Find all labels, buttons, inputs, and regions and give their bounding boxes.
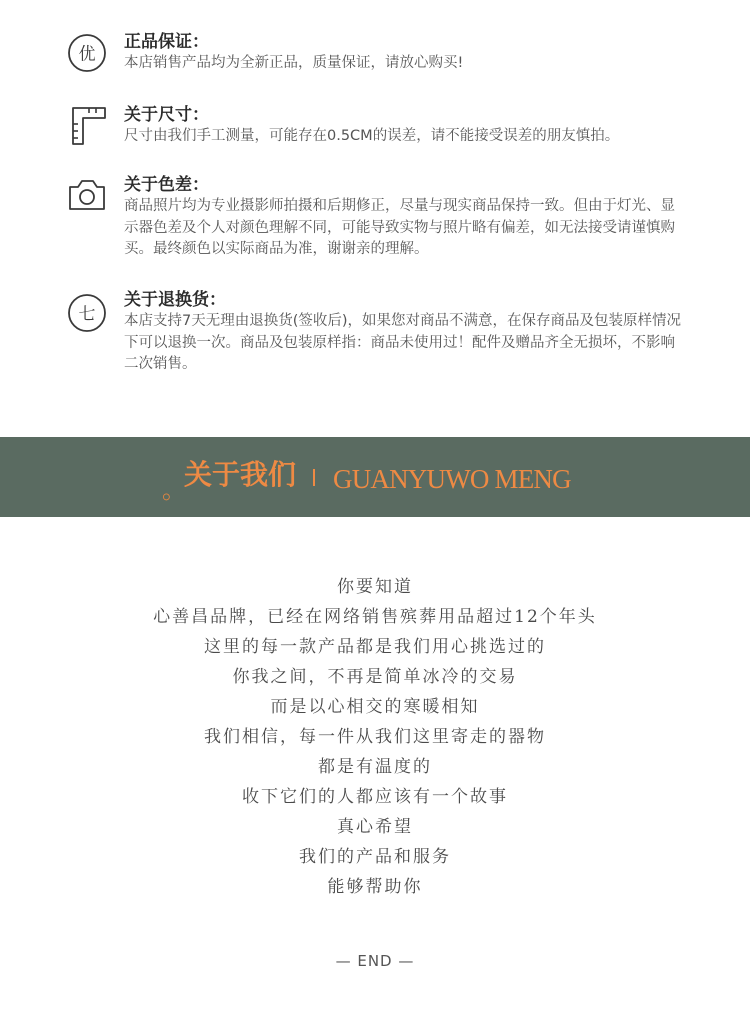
poem-line: 都是有温度的 [318,757,432,777]
notice-text: 本店销售产品均为全新正品，质量保证，请放心购买! [124,55,464,71]
banner-separator [313,469,315,486]
notice-text: 尺寸由我们手工测量，可能存在0.5CM的误差，请不能接受误差的朋友慎拍。 [124,128,620,144]
poem-line: 而是以心相交的寒暖相知 [270,697,480,717]
notice-title: 关于色差： [124,175,209,195]
poem-line: 这里的每一款产品都是我们用心挑选过的 [204,637,546,657]
about-us-text [0,572,750,902]
youxiu-badge-icon [65,31,109,75]
poem-line: 收下它们的人都应该有一个故事 [242,787,508,807]
banner-dot: 。 [162,476,186,504]
poem-line: 你我之间，不再是简单冰冷的交易 [232,667,518,687]
poem-line: 我们相信，每一件从我们这里寄走的器物 [204,727,546,747]
ruler-icon [65,104,109,148]
banner-title-cn: 关于我们 [184,458,297,491]
svg-text:七: 七 [78,304,96,325]
poem-line: 心善昌品牌，已经在网络销售殡葬用品超过12个年头 [153,607,597,627]
notice-text: 本店支持7天无理由退换货(签收后)，如果您对商品不满意，在保存商品及包装原样情况下可以退换一次。商品及包装原样指：商品未使用过！配件及赠品齐全无损坏，不影响二次销售。 [124,313,682,372]
notice-title: 关于尺寸： [124,105,209,125]
about-us-banner [0,437,750,517]
poem-line: 真心希望 [337,817,413,837]
seven-day-return-icon [65,289,109,333]
notice-text: 商品照片均为专业摄影师拍摄和后期修正，尽量与现实商品保持一致。但由于灯光、显示器色差及个人对颜色理解不同，可能导致实物与照片略有偏差，如无法接受请谨慎购买。最终颜色以实际商品为准，谢谢亲的理解。 [124,198,675,257]
notice-title: 正品保证： [124,32,209,52]
poem-line: 我们的产品和服务 [299,847,451,867]
banner-title-en: GUANYUWO MENG [333,464,571,494]
camera-icon [65,174,109,218]
poem-line: 你要知道 [337,577,413,597]
poem-line: 能够帮助你 [327,877,423,897]
end-marker: — END — [335,952,415,970]
svg-text:优: 优 [78,44,96,65]
notice-title: 关于退换货： [124,290,226,310]
